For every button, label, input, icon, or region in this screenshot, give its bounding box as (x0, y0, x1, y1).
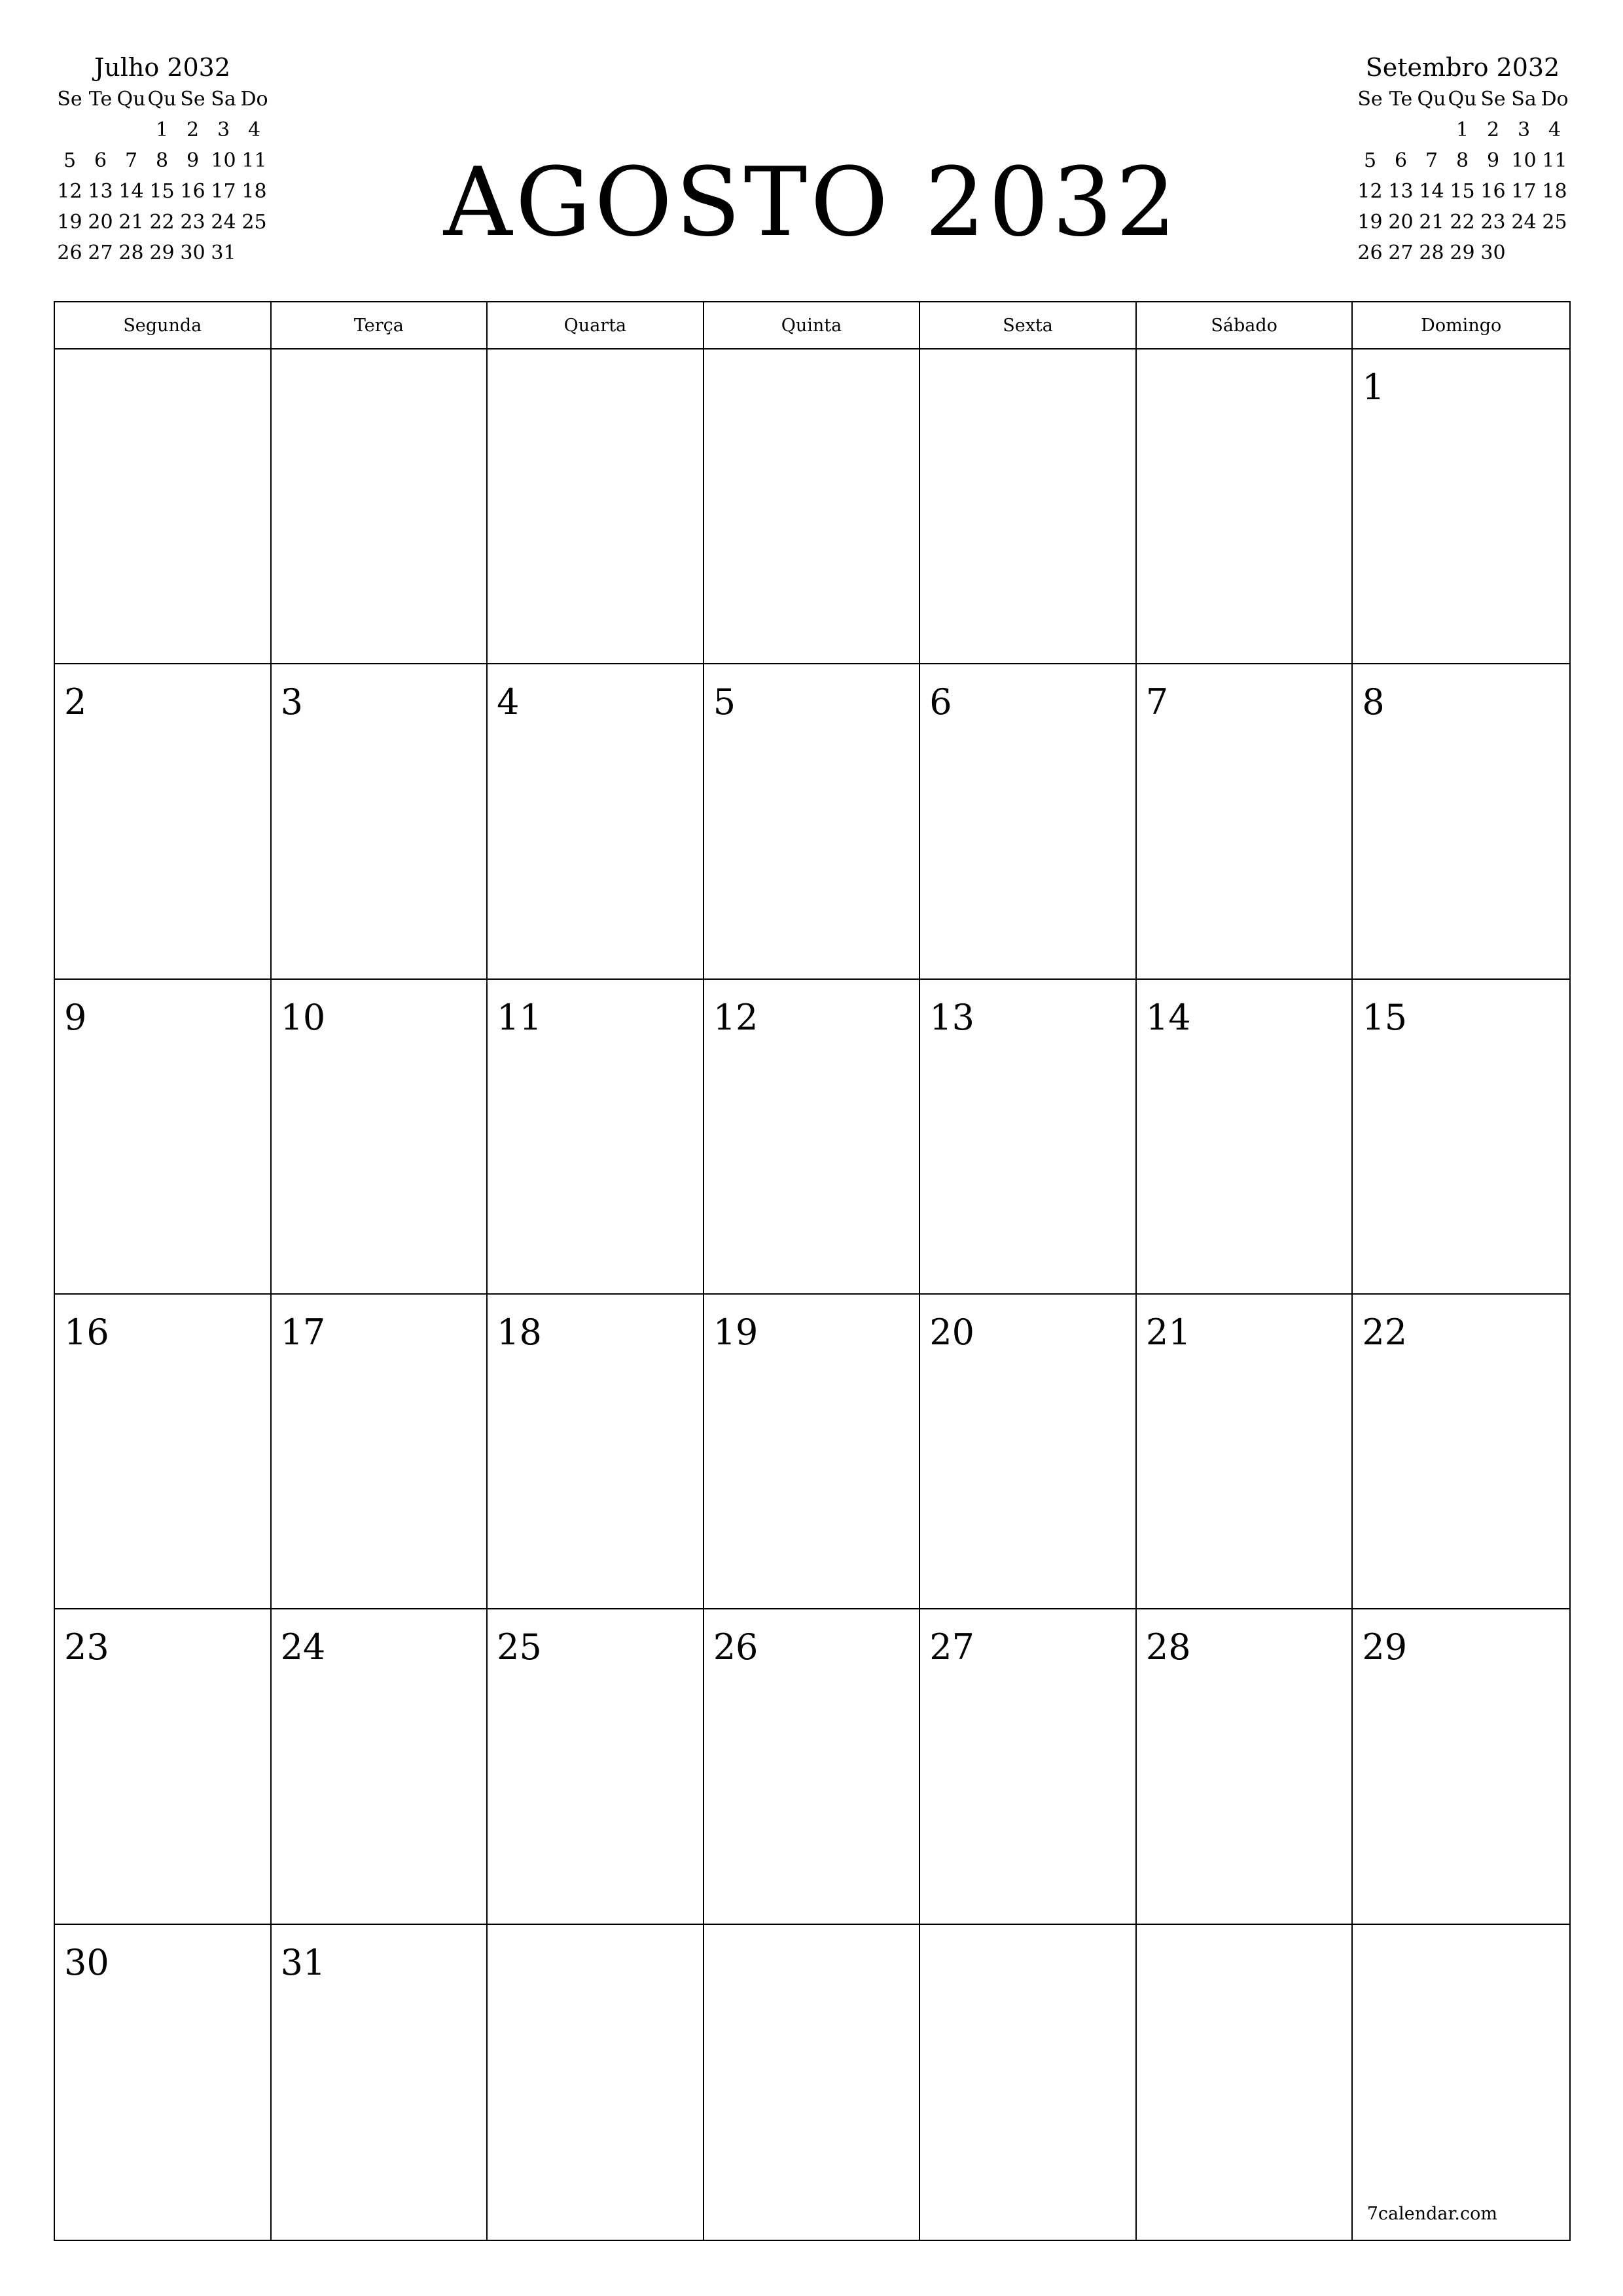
mini-day: 7 (1425, 149, 1438, 172)
mini-day: 28 (1419, 242, 1444, 264)
day-number: 24 (280, 1626, 326, 1668)
day-number: 20 (929, 1312, 974, 1353)
day-number: 1 (1362, 367, 1385, 408)
mini-day (54, 115, 85, 145)
mini-day (1355, 115, 1385, 145)
mini-day: 20 (88, 211, 113, 234)
mini-calendar-title: Julho 2032 (94, 53, 230, 82)
mini-day: 14 (1419, 180, 1444, 203)
day-number: 19 (713, 1312, 758, 1353)
day-cell[interactable] (55, 1925, 272, 2240)
day-cell[interactable] (55, 350, 272, 664)
day-cell[interactable] (920, 1295, 1137, 1609)
mini-day: 7 (124, 149, 138, 172)
mini-day: 26 (57, 242, 82, 264)
day-cell[interactable] (272, 350, 488, 664)
page-title: AGOSTO 2032 (443, 147, 1180, 258)
mini-day: 30 (180, 242, 205, 264)
mini-weekday-label: Qu (1417, 88, 1446, 111)
day-cell[interactable] (920, 350, 1137, 664)
mini-day: 11 (241, 149, 267, 172)
day-number: 28 (1145, 1626, 1191, 1668)
mini-day (116, 115, 147, 145)
mini-day: 15 (1450, 180, 1475, 203)
weekday-header: Sábado (1137, 302, 1353, 350)
mini-day: 2 (1486, 118, 1500, 141)
day-cell[interactable] (1353, 1609, 1569, 1924)
day-cell[interactable] (704, 664, 921, 979)
day-number: 17 (280, 1312, 326, 1353)
mini-weekday-label: Do (240, 88, 268, 111)
mini-day: 12 (57, 180, 82, 203)
day-cell[interactable] (272, 1925, 488, 2240)
mini-day: 6 (1394, 149, 1408, 172)
day-number: 11 (497, 996, 542, 1038)
month-grid (54, 301, 1571, 2241)
mini-day: 1 (155, 118, 169, 141)
mini-day: 21 (1419, 211, 1444, 234)
day-number: 15 (1362, 996, 1408, 1038)
mini-weekday-label: Te (88, 88, 113, 111)
weekday-header: Domingo (1353, 302, 1569, 350)
day-number: 25 (497, 1626, 542, 1668)
mini-day: 19 (1357, 211, 1383, 234)
mini-day: 18 (1542, 180, 1567, 203)
mini-day: 10 (211, 149, 236, 172)
mini-day: 8 (155, 149, 169, 172)
day-cell[interactable] (488, 1925, 704, 2240)
mini-weekday-label: Sa (1511, 88, 1537, 111)
day-cell[interactable] (488, 980, 704, 1295)
day-number: 18 (497, 1312, 542, 1353)
mini-day: 26 (1357, 242, 1383, 264)
mini-day: 23 (180, 211, 205, 234)
day-number: 4 (497, 681, 520, 723)
weekday-header: Sexta (920, 302, 1137, 350)
weekday-header: Quarta (488, 302, 704, 350)
day-cell[interactable] (1137, 350, 1353, 664)
mini-day: 1 (1455, 118, 1469, 141)
mini-day: 31 (211, 242, 236, 264)
day-number: 6 (929, 681, 952, 723)
day-cell[interactable] (920, 1925, 1137, 2240)
mini-weekday-label: Do (1541, 88, 1569, 111)
mini-day: 3 (217, 118, 230, 141)
mini-day: 4 (1548, 118, 1561, 141)
day-cell[interactable] (704, 1925, 921, 2240)
mini-day: 4 (247, 118, 261, 141)
day-cell[interactable] (488, 1609, 704, 1924)
day-cell[interactable] (1353, 1925, 1569, 2240)
mini-day: 25 (241, 211, 267, 234)
mini-day: 17 (211, 180, 236, 203)
day-cell[interactable] (1353, 664, 1569, 979)
mini-weekday-label: Te (1389, 88, 1413, 111)
mini-weekday-label: Se (57, 88, 82, 111)
day-number: 12 (713, 996, 758, 1038)
mini-day: 6 (94, 149, 107, 172)
mini-day: 11 (1542, 149, 1567, 172)
day-number: 2 (64, 681, 87, 723)
mini-day: 23 (1480, 211, 1506, 234)
day-cell[interactable] (272, 980, 488, 1295)
mini-day: 29 (1450, 242, 1475, 264)
day-number: 21 (1145, 1312, 1191, 1353)
day-number: 10 (280, 996, 326, 1038)
day-cell[interactable] (1353, 350, 1569, 664)
mini-weekday-label: Se (180, 88, 205, 111)
mini-day: 28 (118, 242, 144, 264)
mini-day: 5 (1363, 149, 1377, 172)
mini-weekday-label: Qu (1448, 88, 1477, 111)
mini-day (85, 115, 116, 145)
day-cell[interactable] (55, 664, 272, 979)
mini-day: 29 (149, 242, 175, 264)
mini-day: 22 (1450, 211, 1475, 234)
day-number: 23 (64, 1626, 109, 1668)
day-cell[interactable] (920, 1609, 1137, 1924)
mini-weekday-label: Qu (147, 88, 177, 111)
day-cell[interactable] (488, 350, 704, 664)
day-cell[interactable] (704, 980, 921, 1295)
mini-day: 9 (1486, 149, 1500, 172)
mini-day: 13 (1388, 180, 1414, 203)
mini-day (1385, 115, 1416, 145)
day-number: 16 (64, 1312, 109, 1353)
mini-day: 12 (1357, 180, 1383, 203)
day-cell[interactable] (704, 1609, 921, 1924)
mini-weekday-label: Se (1480, 88, 1506, 111)
mini-day: 10 (1511, 149, 1537, 172)
mini-day: 3 (1517, 118, 1531, 141)
day-number: 7 (1145, 681, 1169, 723)
day-cell[interactable] (1137, 980, 1353, 1295)
day-number: 31 (280, 1941, 326, 1983)
mini-day: 8 (1455, 149, 1469, 172)
mini-day: 16 (1480, 180, 1506, 203)
mini-day: 17 (1511, 180, 1537, 203)
mini-day: 13 (88, 180, 113, 203)
mini-day (1416, 115, 1447, 145)
mini-day: 30 (1480, 242, 1506, 264)
day-cell[interactable] (55, 1295, 272, 1609)
day-number: 26 (713, 1626, 758, 1668)
mini-day: 24 (1511, 211, 1537, 234)
mini-day: 18 (241, 180, 267, 203)
day-number: 13 (929, 996, 974, 1038)
day-cell[interactable] (1137, 664, 1353, 979)
day-number: 30 (64, 1941, 109, 1983)
mini-day: 27 (1388, 242, 1414, 264)
mini-calendar-title: Setembro 2032 (1365, 53, 1560, 82)
day-cell[interactable] (920, 664, 1137, 979)
mini-day: 2 (186, 118, 200, 141)
day-number: 5 (713, 681, 736, 723)
day-number: 9 (64, 996, 87, 1038)
mini-day: 27 (88, 242, 113, 264)
day-cell[interactable] (704, 350, 921, 664)
day-number: 27 (929, 1626, 974, 1668)
mini-day: 15 (149, 180, 175, 203)
day-cell[interactable] (1137, 1609, 1353, 1924)
weekday-header: Terça (272, 302, 488, 350)
mini-day: 22 (149, 211, 175, 234)
day-number: 14 (1145, 996, 1191, 1038)
weekday-header: Segunda (55, 302, 272, 350)
day-number: 3 (280, 681, 303, 723)
day-cell[interactable] (1137, 1295, 1353, 1609)
mini-day: 16 (180, 180, 205, 203)
mini-day: 5 (63, 149, 77, 172)
mini-day: 19 (57, 211, 82, 234)
footer-credit: 7calendar.com (1366, 2204, 1497, 2224)
day-cell[interactable] (488, 664, 704, 979)
day-number: 22 (1362, 1312, 1408, 1353)
mini-weekday-label: Qu (116, 88, 146, 111)
weekday-header: Quinta (704, 302, 921, 350)
day-cell[interactable] (1353, 1295, 1569, 1609)
day-number: 8 (1362, 681, 1385, 723)
day-cell[interactable] (920, 980, 1137, 1295)
day-cell[interactable] (704, 1295, 921, 1609)
day-cell[interactable] (272, 664, 488, 979)
mini-day: 20 (1388, 211, 1414, 234)
mini-day: 24 (211, 211, 236, 234)
mini-day: 25 (1542, 211, 1567, 234)
day-cell[interactable] (55, 1609, 272, 1924)
day-cell[interactable] (1137, 1925, 1353, 2240)
mini-day: 21 (118, 211, 144, 234)
mini-weekday-label: Sa (211, 88, 236, 111)
day-cell[interactable] (1353, 980, 1569, 1295)
day-cell[interactable] (272, 1609, 488, 1924)
day-cell[interactable] (272, 1295, 488, 1609)
mini-weekday-label: Se (1357, 88, 1383, 111)
day-cell[interactable] (55, 980, 272, 1295)
day-cell[interactable] (488, 1295, 704, 1609)
mini-day: 9 (186, 149, 200, 172)
day-number: 29 (1362, 1626, 1408, 1668)
mini-day: 14 (118, 180, 144, 203)
